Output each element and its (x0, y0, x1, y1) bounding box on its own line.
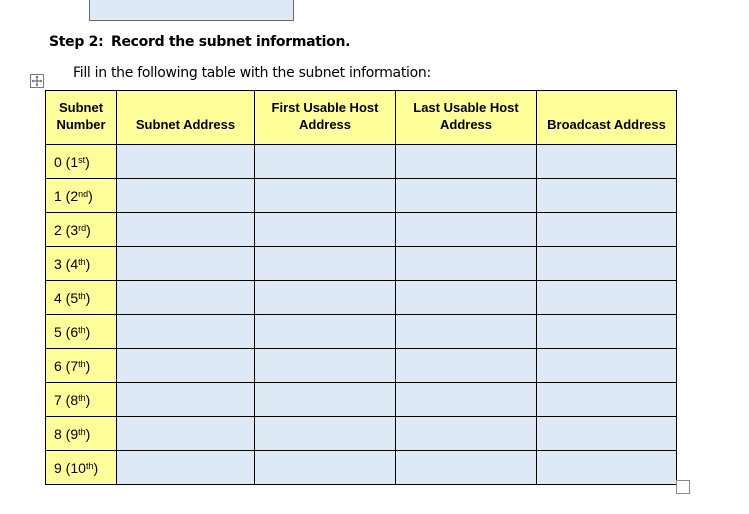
last-usable-host-field[interactable] (396, 349, 537, 383)
subnet-address-field[interactable] (117, 145, 255, 179)
subnet-ordinal-suffix: th (78, 256, 86, 267)
subnet-address-field[interactable] (117, 349, 255, 383)
last-usable-host-field[interactable] (396, 247, 537, 281)
broadcast-address-field[interactable] (537, 145, 677, 179)
last-usable-host-field[interactable] (396, 315, 537, 349)
step-label: Step 2: (49, 34, 104, 50)
header-subnet-number (46, 91, 117, 145)
last-usable-host-field[interactable] (396, 383, 537, 417)
last-usable-host-field[interactable] (396, 179, 537, 213)
subnet-ordinal-suffix: st (78, 154, 86, 165)
subnet-ordinal-suffix: th (85, 460, 94, 471)
subnet-ordinal-suffix: th (78, 290, 86, 301)
subnet-address-field[interactable] (117, 417, 255, 451)
subnet-address-field[interactable] (117, 247, 255, 281)
header-subnet-address (117, 91, 255, 145)
subnet-ordinal-number: 7 (70, 357, 79, 374)
subnet-number-cell: 2 (3rd) (46, 213, 117, 247)
instruction-text: Fill in the following table with the subnet information: (73, 65, 431, 81)
table-row (46, 383, 677, 417)
broadcast-address-field[interactable] (537, 213, 677, 247)
subnet-table (45, 90, 677, 485)
first-usable-host-field[interactable] (255, 281, 396, 315)
table-row (46, 213, 677, 247)
subnet-address-field[interactable] (117, 383, 255, 417)
subnet-number: 6 (54, 357, 62, 374)
broadcast-address-field[interactable] (537, 315, 677, 349)
broadcast-address-field[interactable] (537, 349, 677, 383)
header-first-usable-host-label: First Usable Host Address (271, 100, 379, 132)
subnet-number-cell: 7 (8th) (46, 383, 117, 417)
first-usable-host-field[interactable] (255, 179, 396, 213)
subnet-number: 8 (54, 425, 62, 442)
table-row (46, 145, 677, 179)
header-last-usable-host-label: Last Usable Host Address (413, 100, 519, 132)
subnet-number: 5 (54, 323, 62, 340)
subnet-address-field[interactable] (117, 179, 255, 213)
first-usable-host-field[interactable] (255, 349, 396, 383)
subnet-number-cell: 5 (6th) (46, 315, 117, 349)
subnet-number-cell: 4 (5th) (46, 281, 117, 315)
header-last-usable-host (396, 91, 537, 145)
subnet-number-cell: 9 (10th) (46, 451, 117, 485)
subnet-address-field[interactable] (117, 451, 255, 485)
step-title: Record the subnet information. (111, 34, 351, 50)
subnet-ordinal-suffix: th (78, 358, 86, 369)
broadcast-address-field[interactable] (537, 417, 677, 451)
subnet-address-field[interactable] (117, 213, 255, 247)
first-usable-host-field[interactable] (255, 383, 396, 417)
header-first-usable-host (255, 91, 396, 145)
subnet-number: 4 (54, 289, 62, 306)
broadcast-address-field[interactable] (537, 281, 677, 315)
header-subnet-number-label: Subnet Number (56, 100, 106, 132)
subnet-number: 2 (54, 221, 62, 238)
subnet-ordinal-number: 3 (70, 221, 79, 238)
header-subnet-address-label: Subnet Address (135, 117, 236, 132)
subnet-ordinal-suffix: th (78, 324, 86, 335)
table-header-row (46, 91, 677, 145)
table-row (46, 247, 677, 281)
subnet-number-cell: 1 (2nd) (46, 179, 117, 213)
subnet-number: 3 (54, 255, 62, 272)
table-row (46, 417, 677, 451)
subnet-ordinal-number: 6 (70, 323, 79, 340)
step-heading (49, 34, 350, 50)
first-usable-host-field[interactable] (255, 451, 396, 485)
last-usable-host-field[interactable] (396, 213, 537, 247)
subnet-ordinal-number: 1 (70, 153, 79, 170)
first-usable-host-field[interactable] (255, 213, 396, 247)
first-usable-host-field[interactable] (255, 315, 396, 349)
first-usable-host-field[interactable] (255, 247, 396, 281)
table-row (46, 179, 677, 213)
header-broadcast-address (537, 91, 677, 145)
subnet-number-cell: 0 (1st) (46, 145, 117, 179)
subnet-number: 9 (54, 459, 62, 476)
answer-field-previous[interactable] (89, 0, 294, 21)
subnet-ordinal-suffix: th (78, 426, 86, 437)
subnet-ordinal-number: 5 (70, 289, 79, 306)
table-move-icon[interactable] (30, 74, 44, 88)
last-usable-host-field[interactable] (396, 281, 537, 315)
header-broadcast-address-label: Broadcast Address (547, 117, 666, 132)
last-usable-host-field[interactable] (396, 451, 537, 485)
subnet-number: 1 (54, 187, 62, 204)
broadcast-address-field[interactable] (537, 179, 677, 213)
subnet-number-cell: 3 (4th) (46, 247, 117, 281)
subnet-ordinal-number: 9 (70, 425, 79, 442)
subnet-ordinal-number: 4 (70, 255, 79, 272)
first-usable-host-field[interactable] (255, 417, 396, 451)
subnet-ordinal-number: 8 (70, 391, 79, 408)
subnet-number: 7 (54, 391, 62, 408)
subnet-address-field[interactable] (117, 281, 255, 315)
table-resize-handle[interactable] (676, 480, 690, 494)
broadcast-address-field[interactable] (537, 451, 677, 485)
table-row (46, 451, 677, 485)
broadcast-address-field[interactable] (537, 247, 677, 281)
table-row (46, 281, 677, 315)
subnet-ordinal-number: 10 (70, 459, 86, 476)
broadcast-address-field[interactable] (537, 383, 677, 417)
subnet-ordinal-suffix: th (78, 392, 86, 403)
last-usable-host-field[interactable] (396, 145, 537, 179)
subnet-number-cell: 6 (7th) (46, 349, 117, 383)
subnet-address-field[interactable] (117, 315, 255, 349)
table-row (46, 315, 677, 349)
first-usable-host-field[interactable] (255, 145, 396, 179)
subnet-ordinal-number: 2 (70, 187, 79, 204)
subnet-ordinal-suffix: nd (78, 188, 89, 199)
subnet-number-cell: 8 (9th) (46, 417, 117, 451)
subnet-ordinal-suffix: rd (78, 222, 87, 233)
last-usable-host-field[interactable] (396, 417, 537, 451)
table-row (46, 349, 677, 383)
subnet-number: 0 (54, 153, 62, 170)
